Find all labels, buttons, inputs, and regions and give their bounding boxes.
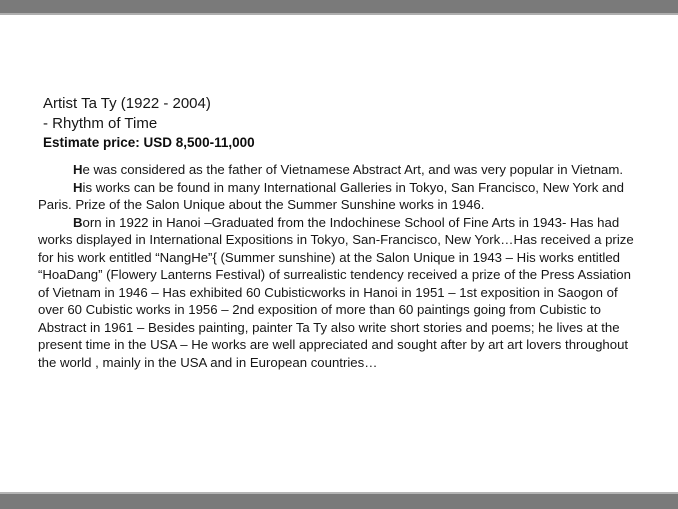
paragraph: [38, 161, 642, 179]
paragraph-text: is works can be found in many International Galleries in Tokyo, San Francisco, New York and Paris. Prize of the Salon Unique about the Summer Sunshine works in 1946.: [38, 179, 624, 212]
paragraph-lead-letter: B: [73, 214, 83, 230]
paragraph-lead-letter: H: [73, 162, 83, 177]
bottom-border-bar: [0, 492, 678, 509]
artwork-title: - Rhythm of Time: [43, 115, 158, 132]
top-border-bar: [0, 0, 678, 15]
paragraph-text: orn in 1922 in Hanoi –Graduated from the Indochinese School of Fine Arts in 1943- Has had works displayed in International Expositions in Tokyo, San-Francisco, New York…Has received a prize for his work entitled “NangHe”{ (Summer sunshine) at the Salon Unique in 1943 – His works entitled “HoaDang” (Flowery Lanterns Festival) of surrealistic tendency received a prize of the Press Assiation of Vietnam in 1946 – Has exhibited 60 Cubisticworks in Hanoi in 1951 – 1st exposition in Saogon of over 60 Cubistic works in 1956 – 2nd exposition of more than 60 paintings going from Cubistic to Abstract in 1961 – Besides painting, painter Ta Ty also write short stories and poems; he lives at the present time in the USA – He works are well appreciated and sought after by art art lovers throughout the world , mainly in the USA and in European countries…: [38, 214, 634, 370]
estimate-price: Estimate price: USD 8,500-11,000: [43, 135, 255, 150]
paragraph: [38, 214, 642, 372]
paragraph: [38, 179, 642, 214]
artist-biography: [38, 161, 642, 371]
paragraph-lead-letter: H: [73, 179, 83, 195]
page-content: [0, 15, 678, 492]
artist-title: Artist Ta Ty (1922 - 2004): [43, 95, 211, 112]
paragraph-text: e was considered as the father of Vietnamese Abstract Art, and was very popular in Vietnam.: [82, 162, 624, 177]
title-block: [43, 94, 678, 134]
